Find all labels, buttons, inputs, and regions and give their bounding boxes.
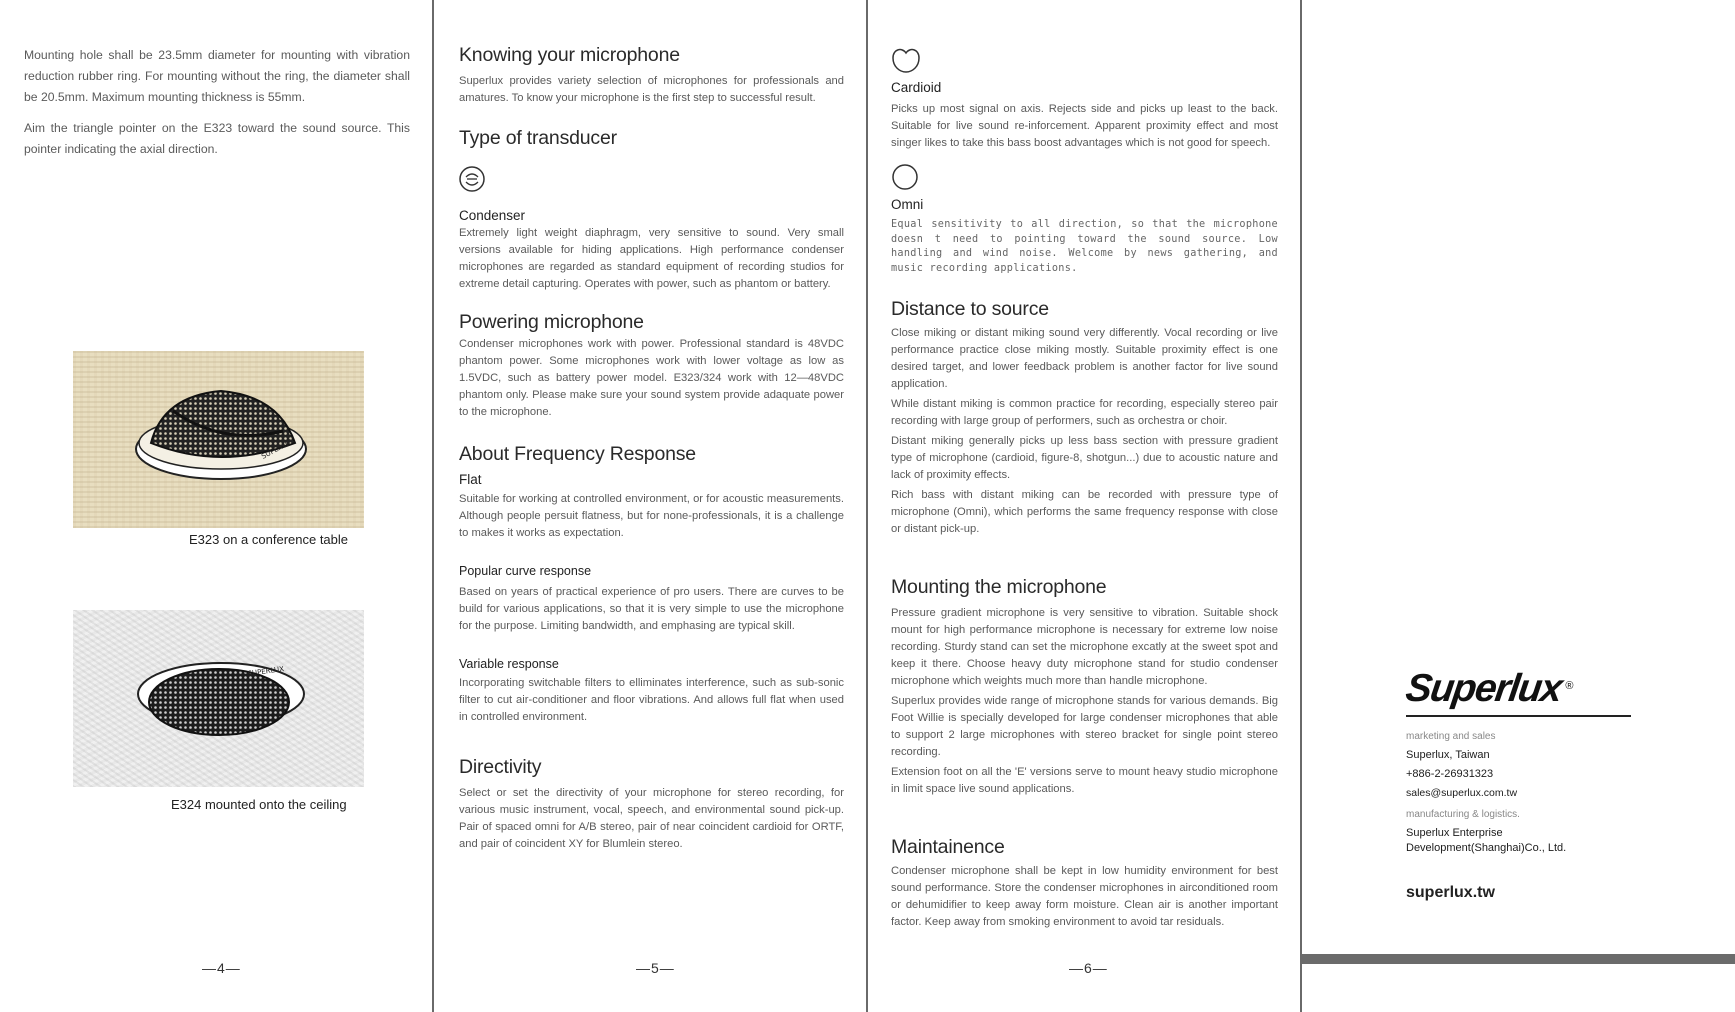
page-number-4: —4—: [202, 960, 241, 976]
maintenance-text: Condenser microphone shall be kept in low humidity environment for best sound performance. Store the condenser microphones in airconditioned room or dehumidifier to keep away form moisture. Clean air is another important factor. Keep away from smoking environment to avoid tar residuals.: [891, 865, 1278, 928]
flat-title: Flat: [459, 472, 482, 487]
ceiling-photo: [73, 610, 364, 787]
transducer-title: Type of transducer: [459, 127, 617, 149]
website: superlux.tw: [1406, 884, 1495, 901]
omni-pattern-icon: [891, 163, 1278, 191]
logo-wordmark: Superlux: [1403, 667, 1564, 710]
mounting-paragraph-3: Extension foot on all the 'E' versions serve to mount heavy studio microphone in limit space live sound applications.: [891, 766, 1278, 795]
directivity-title: Directivity: [459, 756, 542, 778]
page-number-6: —6—: [1069, 960, 1108, 976]
mounting-hole-paragraph: Mounting hole shall be 23.5mm diameter for mounting with vibration reduction rubber ring. For mounting without the ring, the diameter shall be 20.5mm. Maximum mounting thickness is 55mm.: [24, 48, 410, 104]
page-6: [867, 0, 1301, 1012]
powering-text: Condenser microphones work with power. Professional standard is 48VDC phantom power. Some microphones work with lower voltage as low as 1.5VDC, such as battery power model. E323/324 work with 12—48VDC phantom only. Please make sure your sound system provide adaquate power to the microphone.: [459, 338, 844, 418]
maintenance-title: Maintainence: [891, 836, 1005, 858]
svg-text:SUPERLUX: SUPERLUX: [260, 436, 297, 461]
mounting-title: Mounting the microphone: [891, 576, 1107, 598]
distance-paragraph-1: Close miking or distant miking sound very differently. Vocal recording or live performance practice close miking mostly. Suitable proximity effect is one desired target, and lower feedback problem is another factor for live sound application.: [891, 327, 1278, 390]
omni-title: Omni: [891, 197, 924, 212]
distance-paragraph-4: Rich bass with distant miking can be recorded with pressure type of microphone (Omni), which performs the same frequency response with close or distant pick-up.: [891, 489, 1278, 535]
contact-block: [1406, 727, 1646, 856]
conference-table-photo: [73, 351, 364, 528]
company-shanghai-line1: Superlux Enterprise: [1406, 827, 1503, 839]
page-4-text: [24, 45, 410, 170]
cardioid-title: Cardioid: [891, 80, 942, 95]
knowing-text: Superlux provides variety selection of microphones for professionals and amatures. To know your microphone is the first step to successful result.: [459, 75, 844, 104]
logo-underline: [1406, 715, 1631, 717]
page-6-text: [891, 46, 1278, 942]
company-taiwan: Superlux, Taiwan: [1406, 749, 1490, 761]
page-5: [433, 0, 867, 1012]
email-address: sales@superlux.com.tw: [1406, 787, 1518, 799]
marketing-label: marketing and sales: [1406, 731, 1496, 742]
distance-title: Distance to source: [891, 298, 1049, 320]
mounting-paragraph-2: Superlux provides wide range of microphone stands for various demands. Big Foot Willie is specially developed for large condenser microphones that able to support 2 large microphones with stereo bracket for single point stereo recording.: [891, 695, 1278, 758]
page-4: [0, 0, 433, 1012]
registered-mark: ®: [1565, 679, 1574, 692]
cardioid-pattern-icon: [891, 46, 1278, 74]
frequency-title: About Frequency Response: [459, 443, 696, 465]
powering-title: Powering microphone: [459, 311, 644, 333]
directivity-text: Select or set the directivity of your microphone for stereo recording, for various music instrument, vocal, speech, and environmental sound pick-up. Pair of spaced omni for A/B stereo, pair of near coincident cardioid for ORTF, and pair of coincident XY for Blumlein stereo.: [459, 787, 844, 850]
page-5-text: [459, 44, 844, 864]
omni-text: Equal sensitivity to all direction, so that the microphone doesn t need to pointing toward the sound source. Low handling and wind noise. Welcome by news gathering, and music recording applications.: [891, 219, 1278, 274]
back-cover: [1301, 0, 1735, 1012]
variable-response-title: Variable response: [459, 657, 559, 671]
mounting-paragraph-1: Pressure gradient microphone is very sensitive to vibration. Suitable shock mount for high performance microphone is necessary for extreme low noise recording. Sturdy stand can set the microphone excatly at the sweet spot and keep it there. Choose heavy duty microphone stand for studio condenser microphone which weights much more than handle microphone.: [891, 607, 1278, 687]
distance-paragraph-2: While distant miking is common practice for recording, especially stereo pair recording with large group of performers, such as orchestra or choir.: [891, 398, 1278, 427]
variable-response-text: Incorporating switchable filters to elliminates interference, such as sub-sonic filter to cut air-conditioner and floor vibrations. And allows full flat when used in controlled environment.: [459, 677, 844, 723]
knowing-title: Knowing your microphone: [459, 44, 680, 66]
condenser-text: Extremely light weight diaphragm, very sensitive to sound. Very small versions available for hiding applications. High performance condenser microphones are regarded as standard equipment of recording studios for extreme detail capturing. Operates with power, such as phantom or battery.: [459, 227, 844, 290]
photo-caption-1: E323 on a conference table: [189, 532, 349, 547]
cardioid-text: Picks up most signal on axis. Rejects side and picks up least to the back. Suitable for live sound re-inforcement. Apparent proximity effect and most singer likes to take this bass boost advantages which is not good for speech.: [891, 103, 1278, 149]
popular-curve-text: Based on years of practical experience of pro users. There are curves to be build for various applications, so that it is very simple to use the microphone for the purpose. Limiting bandwidth, and emphasing are typical skill.: [459, 586, 844, 632]
manufacturing-label: manufacturing & logistics.: [1406, 809, 1520, 820]
popular-curve-title: Popular curve response: [459, 564, 592, 578]
company-shanghai-line2: Development(Shanghai)Co., Ltd.: [1406, 842, 1567, 854]
e323-microphone-illustration: [73, 351, 364, 528]
e324-microphone-illustration: [73, 610, 364, 787]
distance-paragraph-3: Distant miking generally picks up less bass section with pressure gradient type of microphone (cardioid, figure-8, shotgun...) due to acoustic nature and lack of proximity effects.: [891, 435, 1278, 481]
condenser-transducer-icon: [459, 166, 844, 194]
condenser-title: Condenser: [459, 208, 526, 223]
page-number-5: —5—: [636, 960, 675, 976]
photo-caption-2: E324 mounted onto the ceiling: [171, 797, 347, 812]
superlux-logo: [1403, 667, 1631, 711]
accent-bar: [1302, 954, 1735, 964]
svg-text:SUPERLUX: SUPERLUX: [247, 664, 285, 678]
phone-number: +886-2-26931323: [1406, 768, 1494, 780]
pointer-paragraph: Aim the triangle pointer on the E323 toward the sound source. This pointer indicating the axial direction.: [24, 121, 410, 156]
flat-text: Suitable for working at controlled environment, or for acoustic measurements. Although people persuit flatness, but for none-professionals, it is a challenge to makes it works as expectation.: [459, 493, 844, 539]
